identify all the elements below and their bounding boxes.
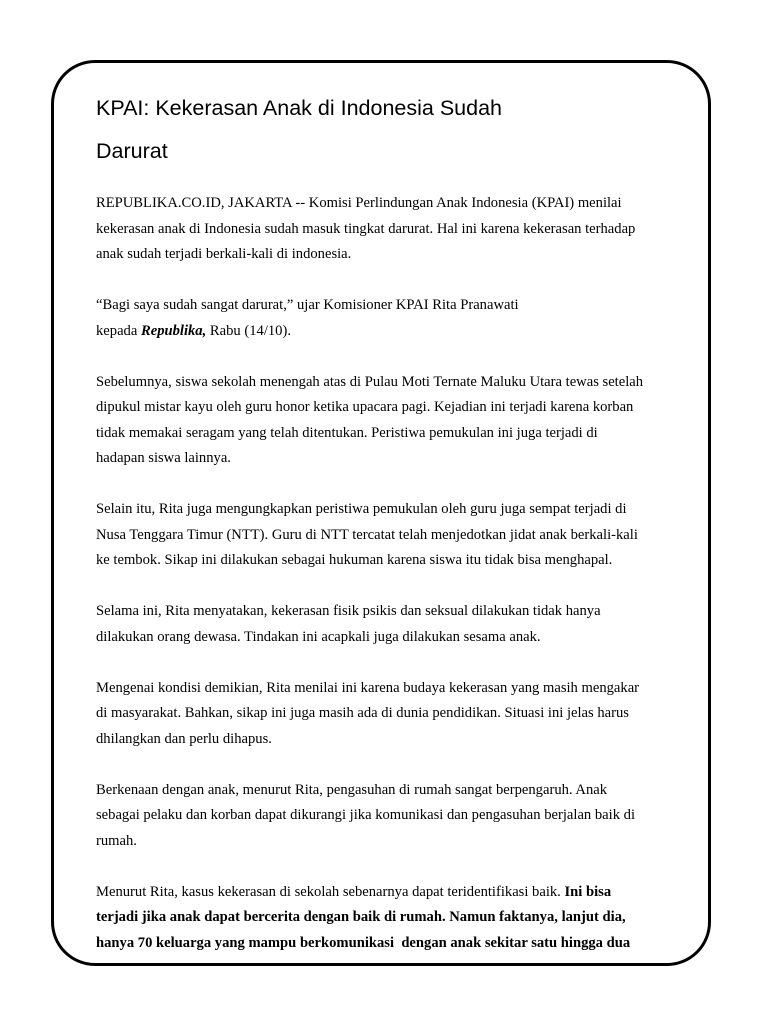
text-line: Berkenaan dengan anak, menurut Rita, pengasuhan di rumah sangat berpengaruh. Anak	[96, 781, 608, 798]
paragraph-3	[96, 370, 686, 472]
text-line: dilakukan orang dewasa. Tindakan ini acapkali juga dilakukan sesama anak.	[96, 628, 541, 645]
text-line: kekerasan anak di Indonesia sudah masuk tingkat darurat. Hal ini karena kekerasan terhadap	[96, 220, 636, 237]
bold-text-line: terjadi jika anak dapat bercerita dengan baik di rumah. Namun faktanya, lanjut dia,	[96, 909, 626, 925]
bold-text-line: hanya 70 keluarga yang mampu berkomunikasi dengan anak sekitar satu hingga dua	[96, 934, 631, 951]
text-line	[96, 319, 686, 345]
title-line: KPAI: Kekerasan Anak di Indonesia Sudah	[96, 96, 502, 120]
text-line: tidak memakai seragam yang telah ditentukan. Peristiwa pemukulan ini juga terjadi di	[96, 424, 598, 441]
text-line: Mengenai kondisi demikian, Rita menilai ini karena budaya kekerasan yang masih mengakar	[96, 679, 640, 696]
text-line: Nusa Tenggara Timur (NTT). Guru di NTT tercatat telah menjedotkan jidat anak berkali-kali	[96, 526, 638, 543]
text-line: “Bagi saya sudah sangat darurat,” ujar Komisioner KPAI Rita Pranawati	[96, 297, 519, 313]
paragraph-2	[96, 293, 686, 344]
document-frame	[51, 60, 711, 966]
paragraph-1	[96, 191, 686, 268]
article-body	[96, 87, 686, 956]
bold-text: Ini bisa	[564, 883, 612, 900]
text-line	[96, 880, 686, 906]
paragraph-5	[96, 599, 686, 650]
text-segment: kepada	[96, 322, 141, 339]
text-line: dhilangkan dan perlu dihapus.	[96, 730, 272, 747]
text-line: rumah.	[96, 832, 137, 849]
paragraph-8	[96, 880, 686, 957]
paragraph-4	[96, 497, 686, 574]
title-line: Darurat	[96, 139, 168, 163]
text-line: sebagai pelaku dan korban dapat dikurangi jika komunikasi dan pengasuhan berjalan baik di	[96, 807, 635, 823]
text-line: Selama ini, Rita menyatakan, kekerasan fisik psikis dan seksual dilakukan tidak hanya	[96, 603, 601, 619]
text-segment: Rabu (14/10).	[206, 322, 291, 339]
text-segment: Menurut Rita, kasus kekerasan di sekolah sebenarnya dapat teridentifikasi baik.	[96, 883, 565, 900]
text-line: Selain itu, Rita juga mengungkapkan peristiwa pemukulan oleh guru juga sempat terjadi di	[96, 501, 627, 517]
text-line: hadapan siswa lainnya.	[96, 450, 231, 466]
text-line: REPUBLIKA.CO.ID, JAKARTA -- Komisi Perlindungan Anak Indonesia (KPAI) menilai	[96, 195, 622, 211]
paragraph-7	[96, 778, 686, 855]
article-title	[96, 87, 686, 173]
text-line: Sebelumnya, siswa sekolah menengah atas di Pulau Moti Ternate Maluku Utara tewas setelah	[96, 373, 644, 390]
text-line: di masyarakat. Bahkan, sikap ini juga masih ada di dunia pendidikan. Situasi ini jelas harus	[96, 705, 629, 721]
publication-name: Republika,	[140, 322, 207, 339]
text-line: dipukul mistar kayu oleh guru honor ketika upacara pagi. Kejadian ini terjadi karena korban	[96, 399, 634, 415]
text-line: ke tembok. Sikap ini dilakukan sebagai hukuman karena siswa itu tidak bisa menghapal.	[96, 552, 613, 568]
paragraph-6	[96, 676, 686, 753]
text-line: anak sudah terjadi berkali-kali di indonesia.	[96, 246, 352, 262]
